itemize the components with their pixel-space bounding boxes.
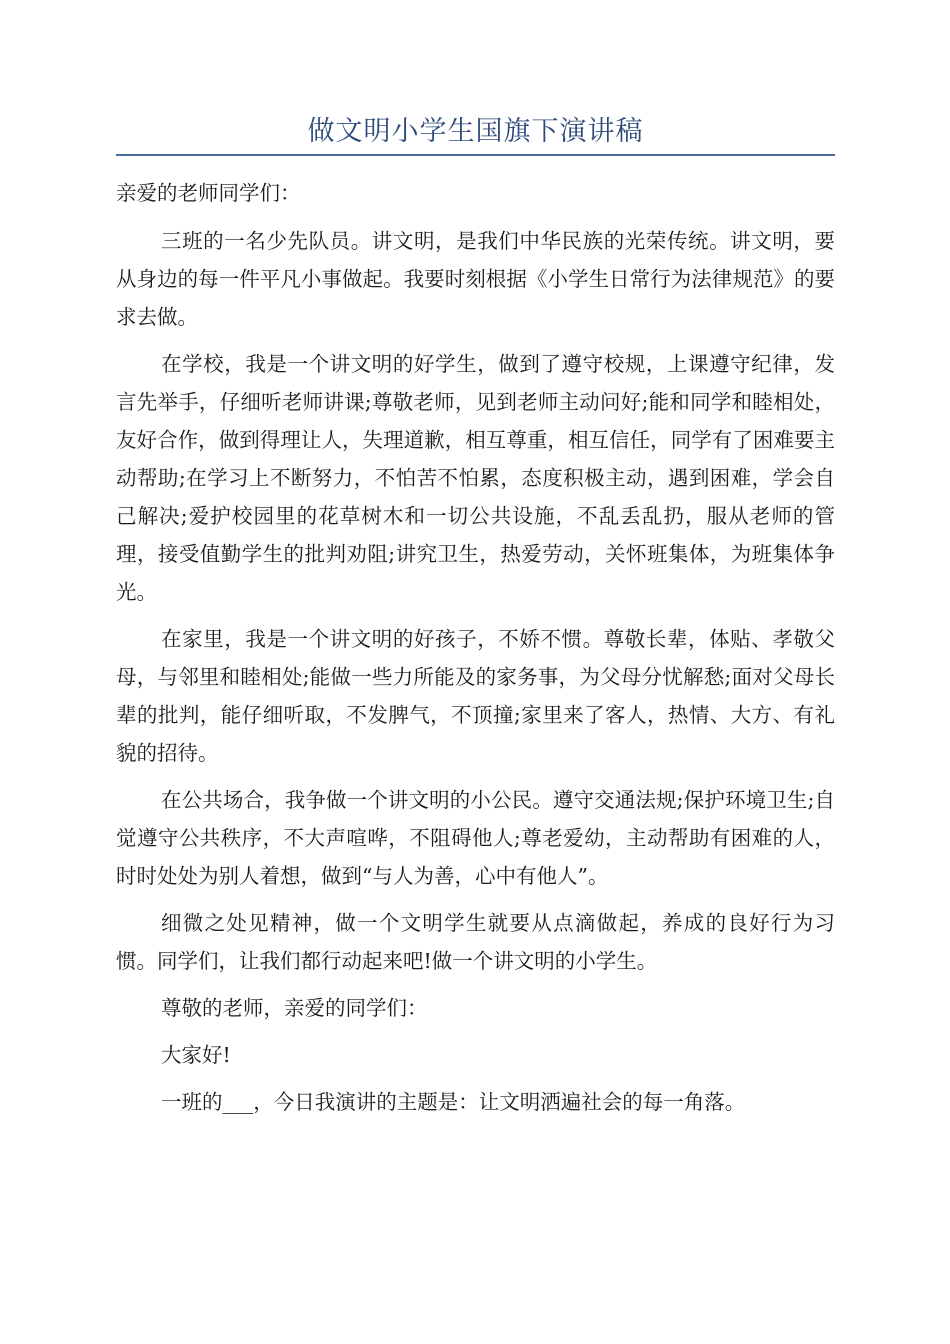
document-body — [116, 174, 835, 1130]
paragraph-4: 在公共场合，我争做一个讲文明的小公民。遵守交通法规;保护环境卫生;自觉遵守公共秩序，不大声喧哗，不阻碍他人;尊老爱幼，主动帮助有困难的人，时时处处为别人着想，做到“与人为善，心中有他人”。 — [116, 788, 835, 888]
salutation: 亲爱的老师同学们： — [116, 181, 301, 205]
paragraph-2: 在学校，我是一个讲文明的好学生，做到了遵守校规，上课遵守纪律，发言先举手，仔细听老师讲课;尊敬老师，见到老师主动问好;能和同学和睦相处，友好合作，做到得理让人，失理道歉，相互尊重，相互信任，同学有了困难要主动帮助;在学习上不断努力，不怕苦不怕累，态度积极主动，遇到困难，学会自己解决;爱护校园里的花草树木和一切公共设施，不乱丢乱扔，服从老师的管理，接受值勤学生的批判劝阻;讲究卫生，热爱劳动，关怀班集体，为班集体争光。 — [116, 352, 835, 604]
paragraph-5: 细微之处见精神，做一个文明学生就要从点滴做起，养成的良好行为习惯。同学们，让我们都行动起来吧!做一个讲文明的小学生。 — [116, 911, 835, 973]
paragraph-6: 尊敬的老师，亲爱的同学们： — [161, 996, 428, 1020]
document-title: 做文明小学生国旗下演讲稿 — [307, 116, 644, 147]
title-underline — [116, 154, 835, 156]
paragraph-1: 三班的一名少先队员。讲文明，是我们中华民族的光荣传统。讲文明，要从身边的每一件平凡小事做起。我要时刻根据《小学生日常行为法律规范》的要求去做。 — [116, 229, 835, 329]
paragraph-8: 一班的___，今日我演讲的主题是：让文明洒遍社会的每一角落。 — [161, 1090, 746, 1114]
paragraph-3: 在家里，我是一个讲文明的好孩子，不娇不惯。尊敬长辈，体贴、孝敬父母，与邻里和睦相处;能做一些力所能及的家务事，为父母分忧解愁;面对父母长辈的批判，能仔细听取，不发脾气，不顶撞;家里来了客人，热情、大方、有礼貌的招待。 — [116, 627, 835, 765]
paragraph-7: 大家好! — [161, 1043, 231, 1067]
